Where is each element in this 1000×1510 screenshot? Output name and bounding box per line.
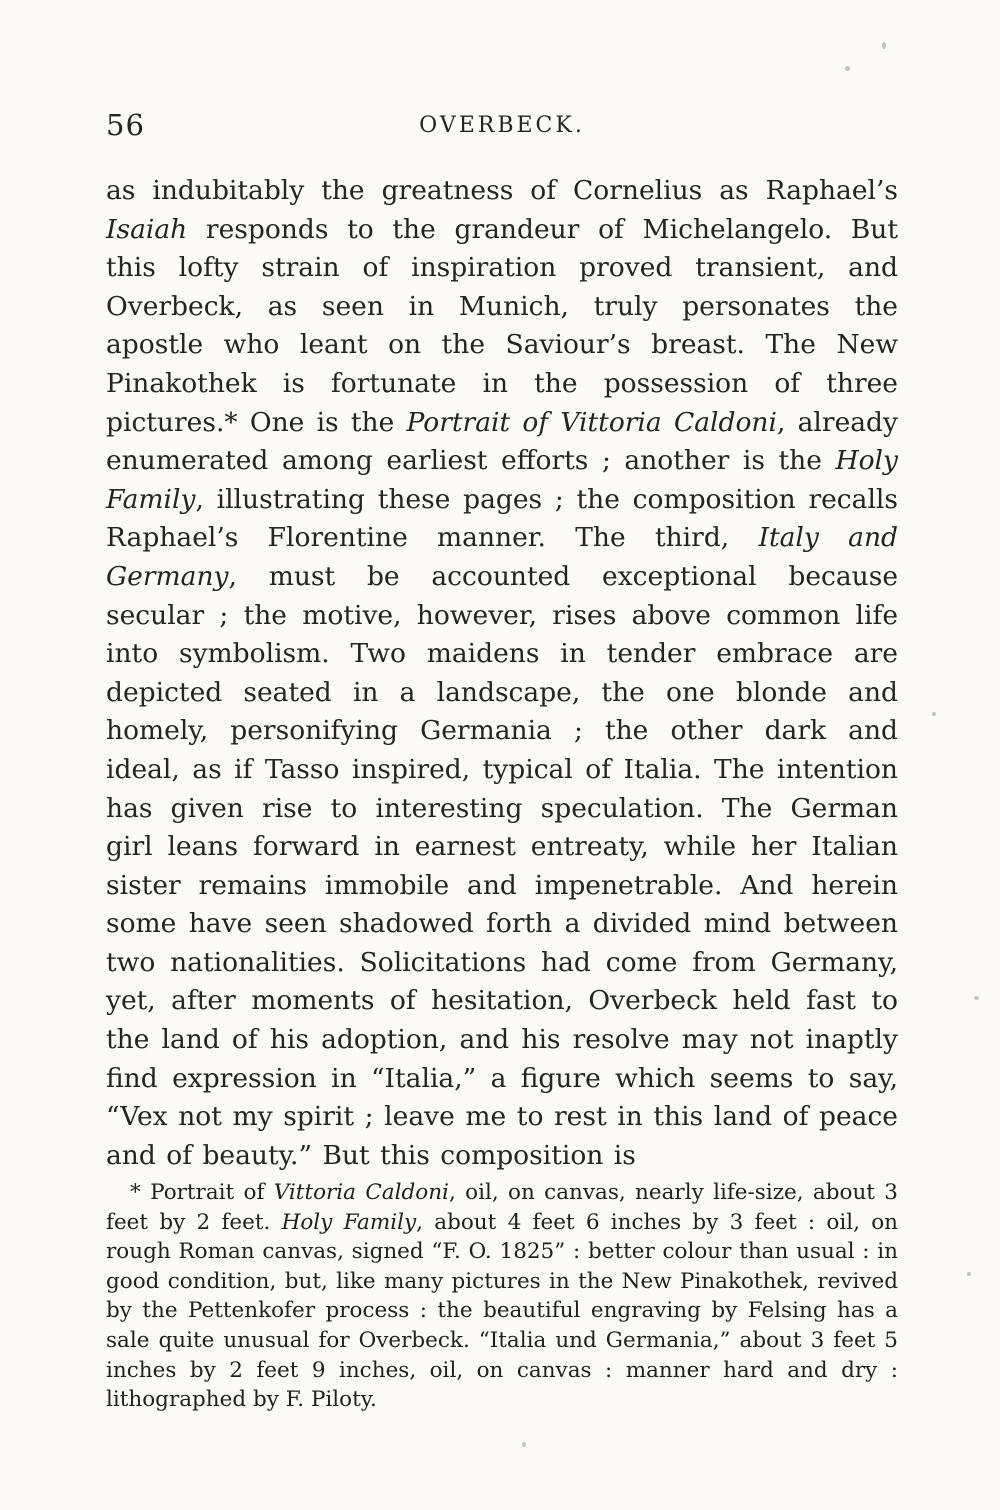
footnote: * Portrait of Vittoria Caldoni, oil, on canvas, nearly life-size, about 3 feet by 2 feet. Holy Family, about 4 feet 6 inches by 3 feet : oil, on rough Roman canvas, signed “F. O. 1825” : better colour than usual : in good condition, but, like many pictures in the New Pinakothek, revived by the Pettenkofer process : the beautiful engraving by Felsing has a sale quite unusual for Overbeck. “Italia und Germania,” about 3 feet 5 inches by 2 feet 9 inches, oil, on canvas : manner hard and dry : lithographed by F. Piloty. — [106, 1180, 898, 1413]
scan-speck — [932, 712, 936, 716]
scan-speck — [967, 1272, 971, 1276]
running-title: OVERBECK. — [419, 113, 585, 138]
page-number: 56 — [106, 108, 145, 142]
scan-speck — [974, 996, 979, 1000]
scan-speck — [882, 42, 886, 49]
page-header — [106, 108, 898, 146]
scan-speck — [522, 1442, 526, 1447]
scan-speck — [845, 66, 850, 71]
body-paragraph: as indubitably the greatness of Cornelius as Raphael’s Isaiah responds to the grandeur of Michelangelo. But this lofty strain of inspiration proved transient, and Overbeck, as seen in Munich, truly personates the apostle who leant on the Saviour’s breast. The New Pinakothek is fortunate in the possession of three pictures.* One is the Portrait of Vittoria Caldoni, already enumerated among earliest efforts ; another is the Holy Family, illustrating these pages ; the composition recalls Raphael’s Florentine manner. The third, Italy and Germany, must be accounted exceptional because secular ; the motive, however, rises above common life into symbolism. Two maidens in tender embrace are depicted seated in a landscape, the one blonde and homely, personifying Germania ; the other dark and ideal, as if Tasso inspired, typical of Italia. The intention has given rise to interesting speculation. The German girl leans forward in earnest entreaty, while her Italian sister remains immobile and impenetrable. And herein some have seen shadowed forth a divided mind between two nationalities. Solicitations had come from Germany, yet, after moments of hesitation, Overbeck held fast to the land of his adoption, and his resolve may not inaptly find expression in “Italia,” a figure which seems to say, “Vex not my spirit ; leave me to rest in this land of peace and of beauty.” But this composition is — [106, 175, 898, 1171]
